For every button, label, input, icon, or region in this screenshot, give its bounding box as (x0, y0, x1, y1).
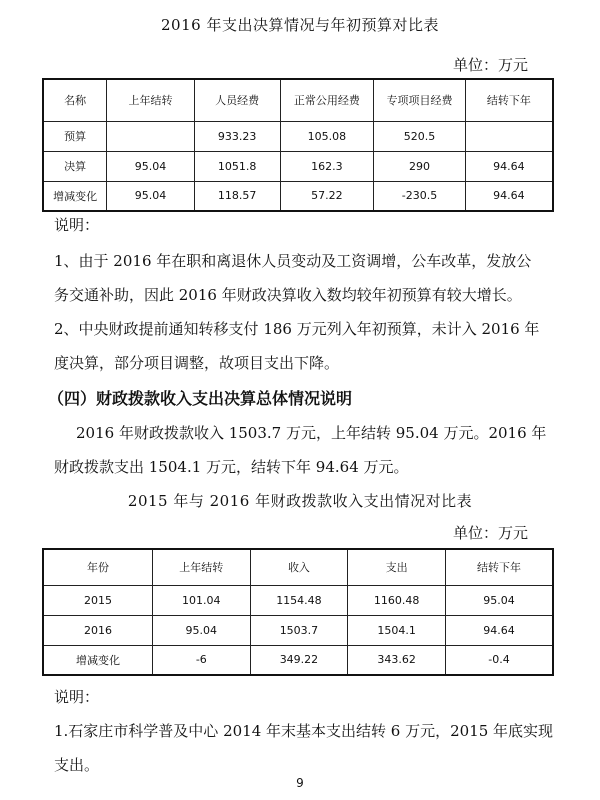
table-cell: 94.64 (465, 151, 553, 181)
header-cell: 正常公用经费 (280, 79, 374, 121)
table-cell: 162.3 (280, 151, 374, 181)
table-cell: -0.4 (445, 645, 553, 675)
table-cell: 1160.48 (348, 585, 446, 615)
table-cell: 1154.48 (250, 585, 348, 615)
table-row (43, 645, 553, 675)
table-row (43, 151, 553, 181)
table-cell: 343.62 (348, 645, 446, 675)
table-header-row (43, 549, 553, 585)
table-cell: 290 (374, 151, 466, 181)
notes-label: 说明： (54, 688, 100, 706)
header-cell: 人员经费 (194, 79, 280, 121)
table-cell: 101.04 (152, 585, 250, 615)
table-cell: 增减变化 (43, 181, 107, 211)
header-cell: 结转下年 (445, 549, 553, 585)
table-cell: 预算 (43, 121, 107, 151)
table-row (43, 181, 553, 211)
header-cell: 结转下年 (465, 79, 553, 121)
header-cell: 支出 (348, 549, 446, 585)
note-item-2-line-1: 2、中央财政提前通知转移支付 186 万元列入年初预算，未计入 2016 年 (54, 320, 540, 338)
header-cell: 专项项目经费 (374, 79, 466, 121)
table2-unit: 单位：万元 (452, 524, 528, 542)
table-cell: 1503.7 (250, 615, 348, 645)
table2-title: 2015 年与 2016 年财政拨款收入支出情况对比表 (127, 492, 473, 510)
table-row (43, 585, 553, 615)
header-cell: 名称 (43, 79, 107, 121)
table-cell: 1051.8 (194, 151, 280, 181)
page-number: 9 (296, 776, 304, 790)
table-cell: 95.04 (152, 615, 250, 645)
table-header-row (43, 79, 553, 121)
header-cell: 上年结转 (107, 79, 195, 121)
note-item-1-line-2: 务交通补助，因此 2016 年财政决算收入数均较年初预算有较大增长。 (54, 286, 522, 304)
table-cell: 2015 (43, 585, 152, 615)
notes-label: 说明： (54, 216, 100, 234)
note-item-2-line-2: 度决算，部分项目调整，故项目支出下降。 (54, 354, 340, 372)
appropriation-comparison-table (42, 548, 554, 676)
table-cell: 2016 (43, 615, 152, 645)
note-item-1: 1.石家庄市科学普及中心 2014 年末基本支出结转 6 万元，2015 年底实现支出。 (54, 722, 554, 774)
table-cell: 349.22 (250, 645, 348, 675)
table-cell: 1504.1 (348, 615, 446, 645)
header-cell: 年份 (43, 549, 152, 585)
table-cell: 57.22 (280, 181, 374, 211)
table-cell: 94.64 (445, 615, 553, 645)
table-cell: 95.04 (107, 181, 195, 211)
note-item-1-line-1: 1、由于 2016 年在职和离退休人员变动及工资调增，公车改革，发放公 (54, 252, 532, 270)
table-row (43, 615, 553, 645)
table1-title: 2016 年支出决算情况与年初预算对比表 (161, 16, 439, 34)
table-cell: 决算 (43, 151, 107, 181)
budget-comparison-table (42, 78, 554, 212)
table-cell: 94.64 (465, 181, 553, 211)
table-cell: 520.5 (374, 121, 466, 151)
table-cell: 95.04 (107, 151, 195, 181)
table1-unit: 单位：万元 (452, 56, 528, 74)
header-cell: 上年结转 (152, 549, 250, 585)
table-cell (465, 121, 553, 151)
table-cell: 增减变化 (43, 645, 152, 675)
table-cell: 95.04 (445, 585, 553, 615)
table-cell: 118.57 (194, 181, 280, 211)
table-cell: 933.23 (194, 121, 280, 151)
header-cell: 收入 (250, 549, 348, 585)
table-cell: -6 (152, 645, 250, 675)
table-cell (107, 121, 195, 151)
table-row (43, 121, 553, 151)
section-paragraph-line-1: 2016 年财政拨款收入 1503.7 万元，上年结转 95.04 万元。2016 年 (76, 424, 547, 442)
section-heading: （四）财政拨款收入支出决算总体情况说明 (48, 389, 353, 408)
table-cell: -230.5 (374, 181, 466, 211)
table-cell: 105.08 (280, 121, 374, 151)
section-paragraph-line-2: 财政拨款支出 1504.1 万元，结转下年 94.64 万元。 (54, 458, 409, 476)
